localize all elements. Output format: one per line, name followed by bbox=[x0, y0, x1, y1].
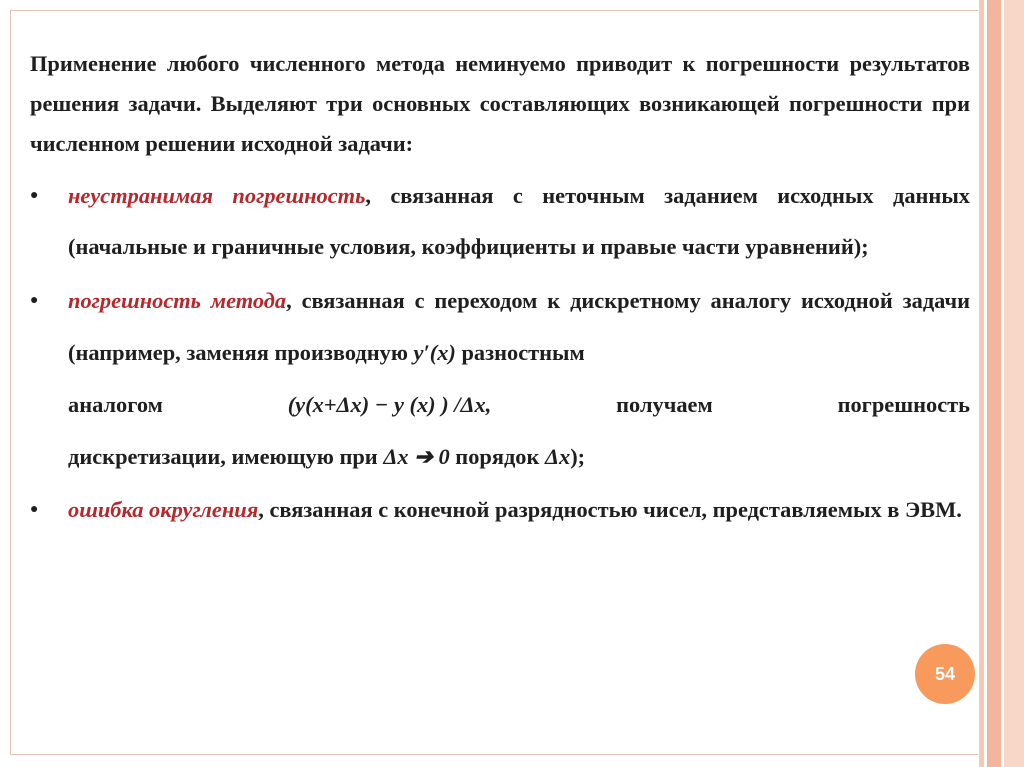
slide-content bbox=[30, 44, 970, 533]
formula-word: аналогом bbox=[68, 392, 163, 417]
decor-stripe bbox=[987, 0, 1001, 767]
math-order: Δx bbox=[544, 444, 571, 469]
bullet-item-rounding-error bbox=[30, 487, 970, 533]
math-limit: Δx ➔ 0 bbox=[383, 444, 450, 469]
math-derivative: y′(x) bbox=[413, 340, 456, 365]
term-highlight: ошибка округления bbox=[68, 497, 259, 522]
bullet-item-irreducible-error bbox=[30, 170, 970, 272]
bullet-text bbox=[68, 431, 970, 483]
bullet-description: , связанная с конечной разрядностью чисел, представляемых в ЭВМ. bbox=[258, 497, 962, 522]
formula-line bbox=[68, 379, 970, 431]
bullet-description: разностным bbox=[455, 340, 585, 365]
formula-word: погрешность bbox=[837, 392, 970, 417]
bullet-icon: ● bbox=[30, 188, 39, 203]
bullet-description: , связанная с переходом к дискретному аналогу исходной задачи (например, заменяя производную bbox=[68, 288, 970, 365]
bullet-icon: ● bbox=[30, 502, 39, 517]
bullet-text bbox=[68, 170, 970, 272]
bullet-item-method-error bbox=[30, 275, 970, 483]
bullet-icon: ● bbox=[30, 293, 39, 308]
bullet-description: , связанная с неточным заданием исходных данных (начальные и граничные условия, коэффициенты и правые части уравнений); bbox=[68, 183, 970, 259]
term-highlight: погрешность метода bbox=[68, 288, 287, 313]
term-highlight: неустранимая погрешность bbox=[68, 183, 366, 208]
bullet-description: ); bbox=[570, 444, 586, 469]
math-difference-formula: (y(x+Δx) − y (x) ) /Δx, bbox=[287, 392, 492, 417]
bullet-description: дискретизации, имеющую при bbox=[68, 444, 384, 469]
page-number-badge: 54 bbox=[915, 644, 975, 704]
formula-word: получаем bbox=[616, 392, 713, 417]
intro-paragraph: Применение любого численного метода неминуемо приводит к погрешности результатов решения задачи. Выделяют три основных составляющих возникающей погрешности при численном решении исходной задачи: bbox=[30, 51, 970, 156]
bullet-description: порядок bbox=[449, 444, 545, 469]
bullet-text bbox=[68, 275, 970, 379]
bullet-text bbox=[68, 487, 970, 533]
decor-stripe bbox=[1004, 0, 1024, 767]
